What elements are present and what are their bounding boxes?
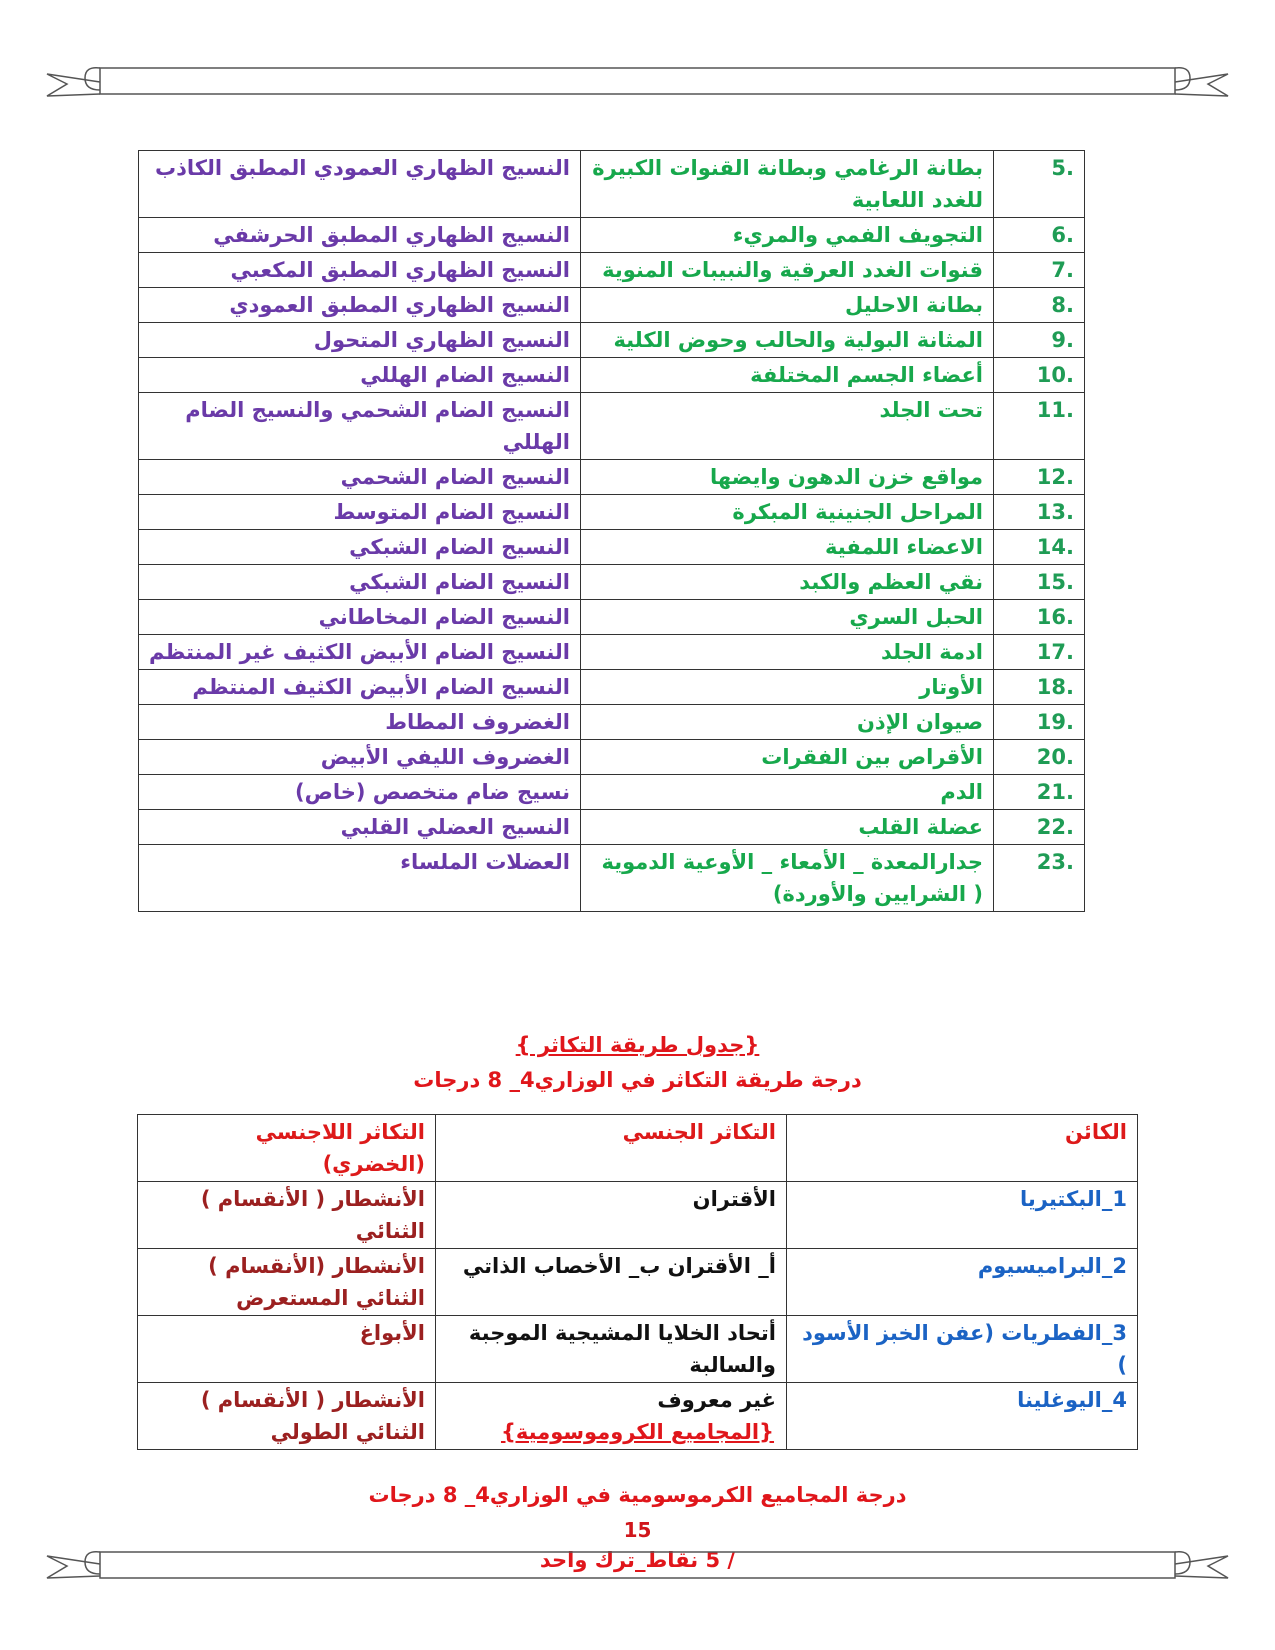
tissue-type: النسيج الضام الشحمي والنسيج الضام الهللي <box>139 393 581 460</box>
chromosome-groups-title: {المجاميع الكروموسومية} <box>500 1420 775 1444</box>
tissue-type: النسيج الظهاري المطبق العمودي <box>139 288 581 323</box>
reproduction-row <box>138 1182 1138 1249</box>
sexual-reproduction: الأقتران <box>436 1182 787 1249</box>
row-number: .21 <box>994 775 1085 810</box>
tissue-type: العضلات الملساء <box>139 845 581 912</box>
tissue-type: الغضروف المطاط <box>139 705 581 740</box>
row-number: .19 <box>994 705 1085 740</box>
asexual-reproduction: الأنشطار (الأنقسام ) الثنائي المستعرض <box>138 1249 436 1316</box>
tissue-row <box>139 151 1085 218</box>
body-location: التجويف الفمي والمريء <box>581 218 994 253</box>
tissue-type: النسيج الظهاري المطبق الحرشفي <box>139 218 581 253</box>
row-number: .15 <box>994 565 1085 600</box>
tissue-type: النسيج الضام الشبكي <box>139 565 581 600</box>
tissue-row <box>139 218 1085 253</box>
tissue-row <box>139 253 1085 288</box>
tissue-row <box>139 495 1085 530</box>
sexual-reproduction: أ_ الأقتران ب_ الأخصاب الذاتي <box>436 1249 787 1316</box>
row-number: .22 <box>994 810 1085 845</box>
row-number: .20 <box>994 740 1085 775</box>
row-number: .11 <box>994 393 1085 460</box>
body-location: المثانة البولية والحالب وحوض الكلية <box>581 323 994 358</box>
tissue-type: النسيج العضلي القلبي <box>139 810 581 845</box>
page-number: 15 <box>623 1518 652 1542</box>
tissue-type: النسيج الظهاري المطبق المكعبي <box>139 253 581 288</box>
body-location: صيوان الإذن <box>581 705 994 740</box>
row-number: .13 <box>994 495 1085 530</box>
tissue-type: الغضروف الليفي الأبيض <box>139 740 581 775</box>
points-note: / 5 نقاط_ترك واحد <box>539 1548 736 1572</box>
body-location: جدارالمعدة _ الأمعاء _ الأوعية الدموية ( الشرايين والأوردة) <box>581 845 994 912</box>
row-number: .10 <box>994 358 1085 393</box>
tissue-type: النسيج الظهاري العمودي المطبق الكاذب <box>139 151 581 218</box>
organism-name: 2_البراميسيوم <box>787 1249 1138 1316</box>
body-location: الاعضاء اللمفية <box>581 530 994 565</box>
body-location: تحت الجلد <box>581 393 994 460</box>
body-location: الأوتار <box>581 670 994 705</box>
row-number: .6 <box>994 218 1085 253</box>
tissue-type: النسيج الضام الشحمي <box>139 460 581 495</box>
sexual-reproduction: أتحاد الخلايا المشيجية الموجبة والسالبة <box>436 1316 787 1383</box>
body-location: المراحل الجنينية المبكرة <box>581 495 994 530</box>
header-asexual: التكاثر اللاجنسي (الخضري) <box>138 1115 436 1182</box>
body-location: بطانة الرغامي وبطانة القنوات الكبيرة للغدد اللعابية <box>581 151 994 218</box>
body-location: مواقع خزن الدهون وايضها <box>581 460 994 495</box>
row-number: .8 <box>994 288 1085 323</box>
tissue-row <box>139 393 1085 460</box>
reproduction-row <box>138 1316 1138 1383</box>
tissue-row <box>139 358 1085 393</box>
tissue-row <box>139 635 1085 670</box>
asexual-reproduction: الأنشطار ( الأنقسام ) الثنائي الطولي <box>138 1383 436 1450</box>
tissue-row <box>139 740 1085 775</box>
tissue-row <box>139 705 1085 740</box>
body-location: الحبل السري <box>581 600 994 635</box>
organism-name: 1_البكتيريا <box>787 1182 1138 1249</box>
tissue-type: النسيج الظهاري المتحول <box>139 323 581 358</box>
chromosome-grade-note: درجة المجاميع الكرموسومية في الوزاري4_ 8 درجات <box>368 1483 907 1507</box>
tissue-row <box>139 670 1085 705</box>
row-number: .17 <box>994 635 1085 670</box>
tissue-table <box>138 150 1085 912</box>
bottom-scroll-border <box>45 1542 1230 1582</box>
tissue-row <box>139 775 1085 810</box>
reproduction-header-row <box>138 1115 1138 1182</box>
tissue-type: النسيج الضام المخاطاني <box>139 600 581 635</box>
tissue-row <box>139 565 1085 600</box>
tissue-type: نسيج ضام متخصص (خاص) <box>139 775 581 810</box>
row-number: .14 <box>994 530 1085 565</box>
sexual-reproduction: غير معروف <box>436 1383 787 1450</box>
tissue-row <box>139 845 1085 912</box>
reproduction-grade-note: درجة طريقة التكاثر في الوزاري4_ 8 درجات <box>413 1068 862 1092</box>
reproduction-row <box>138 1249 1138 1316</box>
row-number: .16 <box>994 600 1085 635</box>
body-location: أعضاء الجسم المختلفة <box>581 358 994 393</box>
body-location: ادمة الجلد <box>581 635 994 670</box>
organism-name: 4_اليوغلينا <box>787 1383 1138 1450</box>
top-scroll-border <box>45 64 1230 104</box>
tissue-row <box>139 460 1085 495</box>
tissue-type: النسيج الضام الأبيض الكثيف غير المنتظم <box>139 635 581 670</box>
header-sexual: التكاثر الجنسي <box>436 1115 787 1182</box>
row-number: .5 <box>994 151 1085 218</box>
header-organism: الكائن <box>787 1115 1138 1182</box>
row-number: .12 <box>994 460 1085 495</box>
tissue-row <box>139 288 1085 323</box>
reproduction-table <box>137 1114 1138 1450</box>
body-location: عضلة القلب <box>581 810 994 845</box>
body-location: بطانة الاحليل <box>581 288 994 323</box>
tissue-type: النسيج الضام الهللي <box>139 358 581 393</box>
row-number: .7 <box>994 253 1085 288</box>
asexual-reproduction: الأبواغ <box>138 1316 436 1383</box>
body-location: الأقراص بين الفقرات <box>581 740 994 775</box>
tissue-type: النسيج الضام المتوسط <box>139 495 581 530</box>
asexual-reproduction: الأنشطار ( الأنقسام ) الثنائي <box>138 1182 436 1249</box>
organism-name: 3_الفطريات (عفن الخبز الأسود ) <box>787 1316 1138 1383</box>
tissue-row <box>139 323 1085 358</box>
body-location: قنوات الغدد العرقية والنبيبات المنوية <box>581 253 994 288</box>
tissue-type: النسيج الضام الشبكي <box>139 530 581 565</box>
tissue-row <box>139 810 1085 845</box>
tissue-type: النسيج الضام الأبيض الكثيف المنتظم <box>139 670 581 705</box>
reproduction-table-title: {جدول طريقة التكاثر } <box>515 1033 760 1057</box>
tissue-row <box>139 600 1085 635</box>
body-location: نقي العظم والكبد <box>581 565 994 600</box>
body-location: الدم <box>581 775 994 810</box>
row-number: .23 <box>994 845 1085 912</box>
row-number: .9 <box>994 323 1085 358</box>
row-number: .18 <box>994 670 1085 705</box>
tissue-row <box>139 530 1085 565</box>
